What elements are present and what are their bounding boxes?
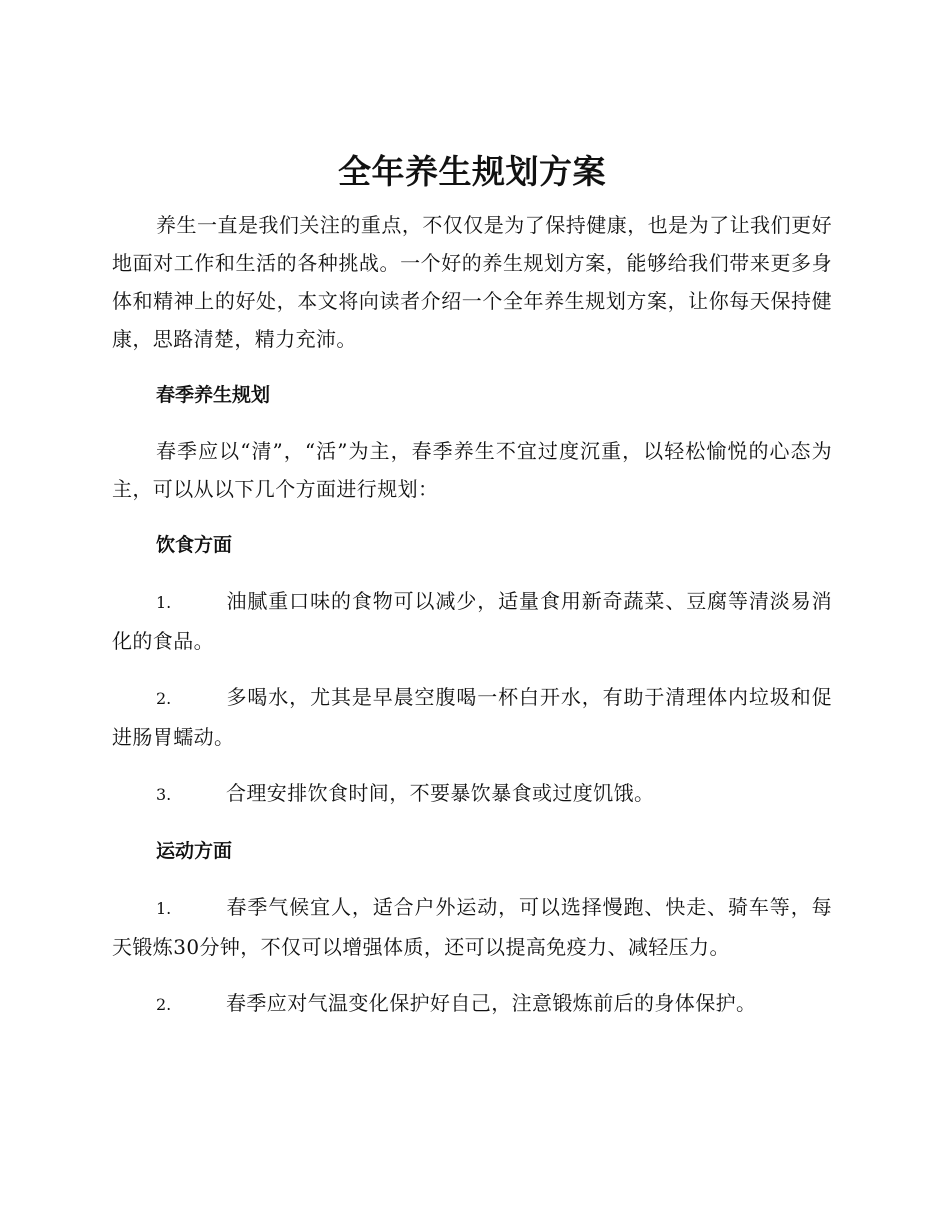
spacer [112,966,832,984]
document-title: 全年养生规划方案 [338,152,606,191]
list-number: 2. [156,995,172,1014]
list-item-text: 油腻重口味的食物可以减少，适量食用新奇蔬菜、豆腐等清淡易消化的食品。 [112,589,832,653]
list-number: 1. [156,593,172,612]
spacer [112,564,832,582]
spacer [112,414,832,432]
exercise-heading: 运动方面 [156,840,233,862]
diet-item-1 [112,582,832,660]
spacer [112,814,832,832]
list-item-text: 合理安排饮食时间，不要暴饮暴食或过度饥饿。 [226,781,655,805]
spacer [112,508,832,526]
list-number: 3. [156,785,172,804]
spring-paragraph: 春季应以“清”，“活”为主，春季养生不宜过度沉重，以轻松愉悦的心态为主，可以从以下几个方面进行规划： [112,439,832,501]
diet-heading: 饮食方面 [156,534,233,556]
diet-item-3 [112,774,832,814]
spacer [112,756,832,774]
spacer [112,660,832,678]
document-page [112,148,832,1024]
list-item-text: 多喝水，尤其是早晨空腹喝一杯白开水，有助于清理体内垃圾和促进肠胃蠕动。 [112,685,832,749]
list-item-text: 春季气候宜人，适合户外运动，可以选择慢跑、快走、骑车等，每天锻炼30分钟，不仅可以增强体质，还可以提高免疫力、减轻压力。 [112,895,832,959]
exercise-item-1 [112,888,832,966]
list-number: 2. [156,689,172,708]
diet-item-2 [112,678,832,756]
spacer [112,358,832,376]
intro-paragraph: 养生一直是我们关注的重点，不仅仅是为了保持健康，也是为了让我们更好地面对工作和生活的各种挑战。一个好的养生规划方案，能够给我们带来更多身体和精神上的好处，本文将向读者介绍一个全年养生规划方案，让你每天保持健康，思路清楚，精力充沛。 [112,213,832,351]
spring-heading: 春季养生规划 [156,384,271,406]
spacer [112,870,832,888]
list-number: 1. [156,899,172,918]
exercise-item-2 [112,984,832,1024]
list-item-text: 春季应对气温变化保护好自己，注意锻炼前后的身体保护。 [226,991,757,1015]
